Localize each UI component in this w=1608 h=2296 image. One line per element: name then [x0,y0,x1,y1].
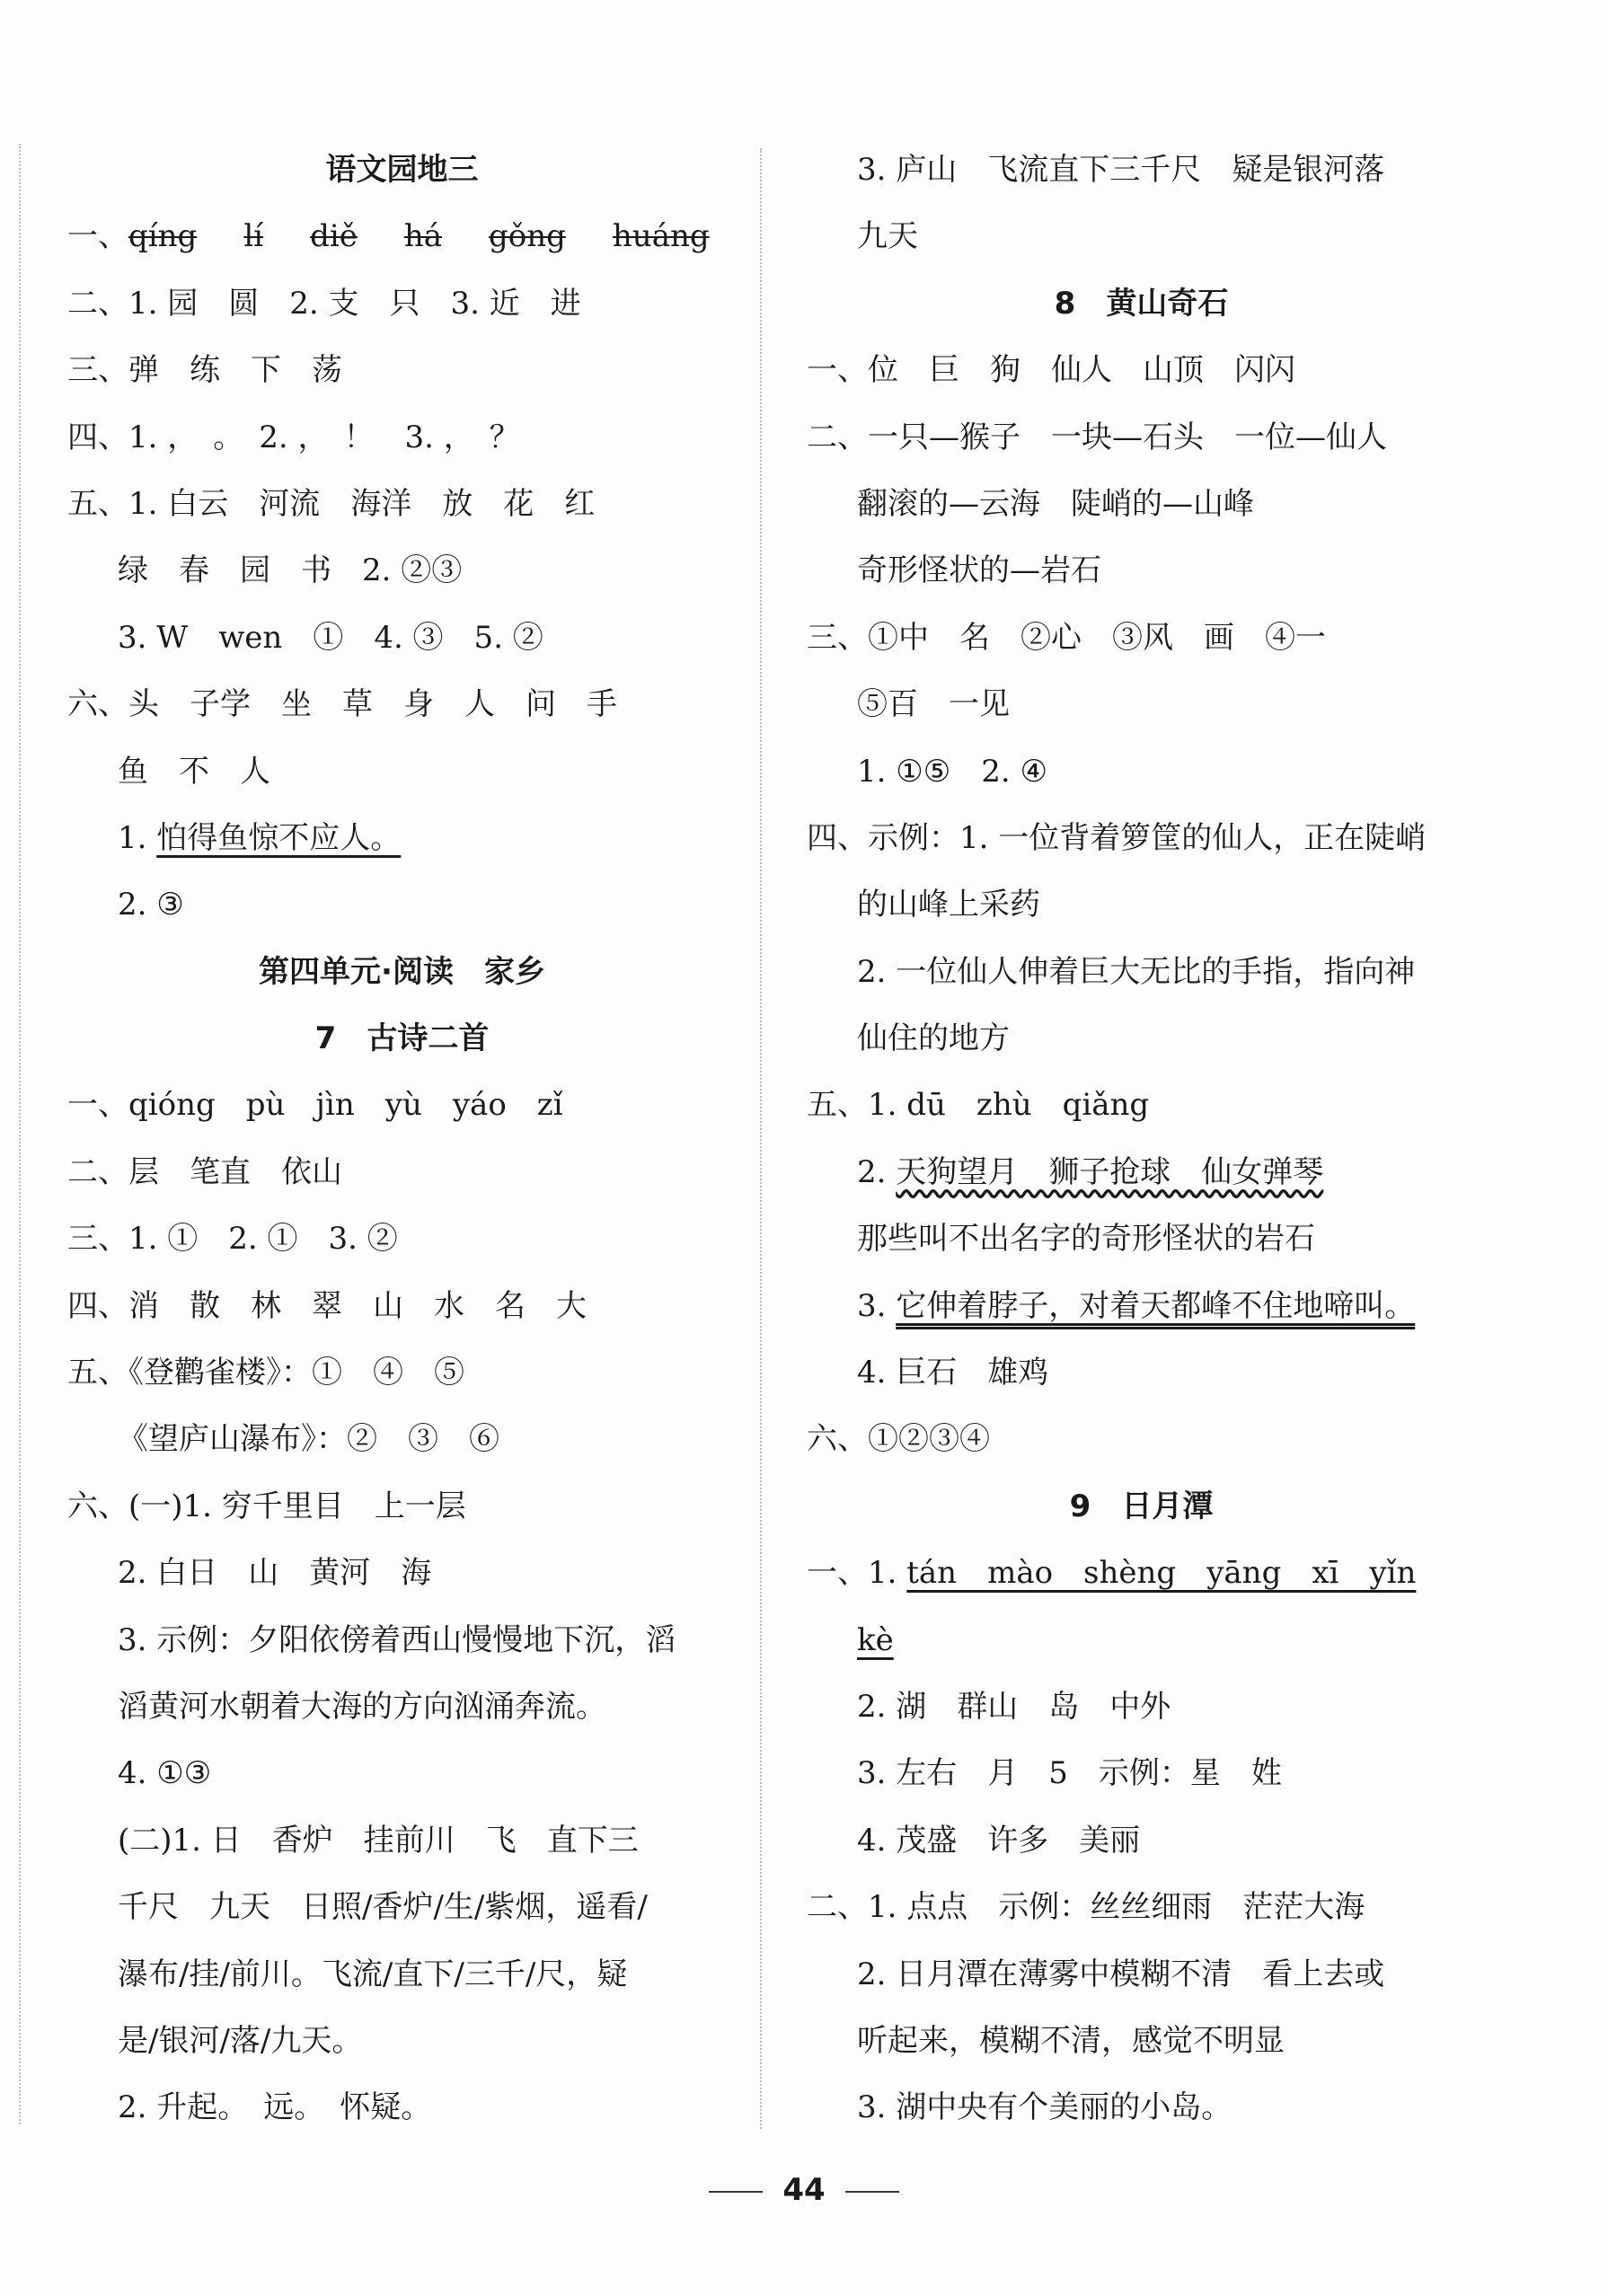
answer-text: 2. 一位仙人伸着巨大无比的手指，指向神 [857,953,1416,990]
answer-text: 滔黄河水朝着大海的方向汹涌奔流。 [118,1688,606,1725]
page-footer [0,2172,1608,2208]
section-title [67,939,737,1005]
answer-line [67,337,737,403]
answer-line [807,1139,1476,1205]
answer-text: 2. 湖 群山 岛 中外 [857,1688,1171,1725]
answer-line [67,404,737,471]
answer-line [67,738,737,805]
answer-text: 2. 日月潭在薄雾中模糊不清 看上去或 [857,1956,1385,1992]
answer-line [807,1874,1476,1940]
answer-line [67,1874,737,1940]
answer-line [67,871,737,938]
answer-text: 《望庐山瀑布》：② ③ ⑥ [118,1421,499,1458]
answer-line [67,1273,737,1339]
answer-line [807,605,1476,671]
answer-text: 3. 示例：夕阳依傍着西山慢慢地下沉，滔 [118,1621,676,1658]
struck-pinyin: huáng [612,218,710,255]
right-column [807,137,1476,2141]
answer-line [67,203,737,269]
page-number: 44 [782,2172,826,2208]
answer-text: 奇形怪状的—岩石 [857,552,1101,589]
answer-text: 3. W wen ① 4. ③ 5. ② [118,619,543,656]
answer-text: 1. [118,819,157,856]
answer-text: 二、1. 园 圆 2. 支 只 3. 近 进 [67,285,581,322]
answer-text: 二、层 笔直 依山 [67,1153,342,1190]
answer-line [67,1339,737,1406]
answer-text: 鱼 不 人 [118,753,270,790]
answer-line [807,2074,1476,2141]
struck-pinyin: gǒng [489,218,566,255]
answer-line [67,1072,737,1138]
answer-text: ⑤百 一见 [857,686,1010,723]
footer-dash-right [845,2191,899,2193]
answer-line [807,137,1476,203]
answer-text: 二、一只—猴子 一块—石头 一位—仙人 [807,419,1387,455]
answer-text: 四、消 散 林 翠 山 水 名 大 [67,1287,587,1324]
answer-line [807,337,1476,403]
answer-line [67,2074,737,2141]
answer-line [807,738,1476,805]
answer-text: 4. 巨石 雄鸡 [857,1355,1049,1391]
answer-line [67,1807,737,1874]
answer-line [807,1740,1476,1806]
answer-text: 2. 白日 山 黄河 海 [118,1555,432,1592]
answer-line [807,1607,1476,1673]
answer-line [807,871,1476,938]
answer-text: 一、qióng pù jìn yù yáo zǐ [67,1087,563,1124]
answer-text: 一、位 巨 狗 仙人 山顶 闪闪 [807,352,1295,389]
answer-line [807,404,1476,471]
answer-line [807,805,1476,871]
struck-pinyin: há [403,218,442,255]
section-title-text: 7 古诗二首 [314,1020,490,1057]
answer-line [807,671,1476,737]
underlined-answer: 它伸着脖子，对着天都峰不住地啼叫。 [896,1287,1416,1324]
answer-line [807,1673,1476,1740]
answer-line [67,270,737,337]
section-title-text: 第四单元·阅读 家乡 [259,953,545,990]
answer-line [807,1807,1476,1874]
answer-line [807,1339,1476,1406]
answer-text: 2. 升起。 远。 怀疑。 [118,2089,432,2126]
answer-text: 千尺 九天 日照/香炉/生/紫烟，遥看/ [118,1889,648,1926]
answer-line [67,1406,737,1472]
answer-text: 六、①②③④ [807,1421,990,1458]
answer-text: 六、(一)1. 穷千里目 上一层 [67,1488,466,1524]
answer-text: 那些叫不出名字的奇形怪状的岩石 [857,1221,1315,1258]
struck-pinyin: diě [310,218,358,255]
underlined-answer: kè [857,1621,894,1658]
answer-text: 一、1. [807,1555,907,1592]
answer-line [807,1540,1476,1606]
answer-line [67,537,737,604]
answer-line [67,1941,737,2008]
answer-line [67,1540,737,1606]
answer-line [807,1205,1476,1272]
answer-line [807,1072,1476,1138]
section-title-text: 8 黄山奇石 [1054,285,1229,322]
answer-text: 三、1. ① 2. ① 3. ② [67,1221,398,1258]
answer-text: 3. [857,1287,897,1324]
footer-dash-left [709,2191,763,2193]
answer-text: 五、《登鹳雀楼》：① ④ ⑤ [67,1355,464,1391]
answer-text: 五、1. 白云 河流 海洋 放 花 红 [67,485,596,522]
underlined-answer: 天狗望月 狮子抢球 仙女弹琴 [896,1153,1324,1190]
answer-text: 3. 庐山 飞流直下三千尺 疑是银河落 [857,152,1385,188]
answer-line [807,2008,1476,2074]
left-column [67,137,737,2141]
answer-text: 翻滚的—云海 陡峭的—山峰 [857,485,1254,522]
answer-prefix: 一、 [67,218,128,255]
answer-text: 听起来，模糊不清，感觉不明显 [857,2022,1285,2059]
binding-margin-rule [19,144,21,2124]
answer-line [67,805,737,871]
section-title-text: 语文园地三 [325,152,479,188]
struck-pinyin: qíng [128,218,198,255]
answer-text: 4. ①③ [118,1755,212,1792]
answer-line [807,1406,1476,1472]
answer-text: 仙住的地方 [857,1020,1010,1057]
answer-line [807,471,1476,537]
answer-text: 3. 湖中央有个美丽的小岛。 [857,2089,1233,2126]
answer-line [67,1205,737,1272]
underlined-answer: 怕得鱼惊不应人。 [156,819,402,856]
answer-text: 四、示例：1. 一位背着箩筐的仙人，正在陡峭 [807,819,1427,856]
section-title [807,270,1476,337]
answer-text: 的山峰上采药 [857,887,1040,923]
answer-line [67,605,737,671]
answer-line [807,203,1476,269]
answer-text: 1. ①⑤ 2. ④ [857,753,1047,790]
answer-text: 三、①中 名 ②心 ③风 画 ④一 [807,619,1326,656]
answer-line [807,537,1476,604]
underlined-answer: tán mào shèng yāng xī yǐn [906,1555,1417,1592]
answer-text: (二)1. 日 香炉 挂前川 飞 直下三 [118,1822,639,1859]
answer-text: 三、弹 练 下 荡 [67,352,342,389]
answer-text: 五、1. dū zhù qiǎng [807,1087,1150,1124]
answer-line [67,1607,737,1673]
section-title-text: 9 日月潭 [1069,1488,1214,1524]
column-divider [760,148,762,2129]
section-title [807,1473,1476,1540]
answer-line [807,1273,1476,1339]
answer-line [67,1473,737,1540]
answer-text: 是/银河/落/九天。 [118,2022,363,2059]
answer-line [807,1005,1476,1072]
answer-line [67,1673,737,1740]
section-title [67,1005,737,1072]
answer-text: 二、1. 点点 示例：丝丝细雨 茫茫大海 [807,1889,1365,1926]
answer-text: 瀑布/挂/前川。飞流/直下/三千/尺，疑 [118,1956,628,1992]
answer-line [67,2008,737,2074]
section-title [67,137,737,203]
answer-text: 六、头 子学 坐 草 身 人 问 手 [67,686,617,723]
answer-text: 3. 左右 月 5 示例：星 姓 [857,1755,1282,1792]
answer-line [67,671,737,737]
answer-line [67,1139,737,1205]
answer-text: 2. ③ [118,887,184,923]
struck-pinyin: lí [243,218,264,255]
answer-text: 4. 茂盛 许多 美丽 [857,1822,1141,1859]
answer-line [67,471,737,537]
answer-line [67,1740,737,1806]
answer-text: 2. [857,1153,897,1190]
answer-text: 九天 [857,218,918,255]
answer-line [807,1941,1476,2008]
answer-text: 四、1. ， 。 2. ， ！ 3. ， ？ [67,419,520,455]
answer-text: 绿 春 园 书 2. ②③ [118,552,463,589]
answer-line [807,939,1476,1005]
